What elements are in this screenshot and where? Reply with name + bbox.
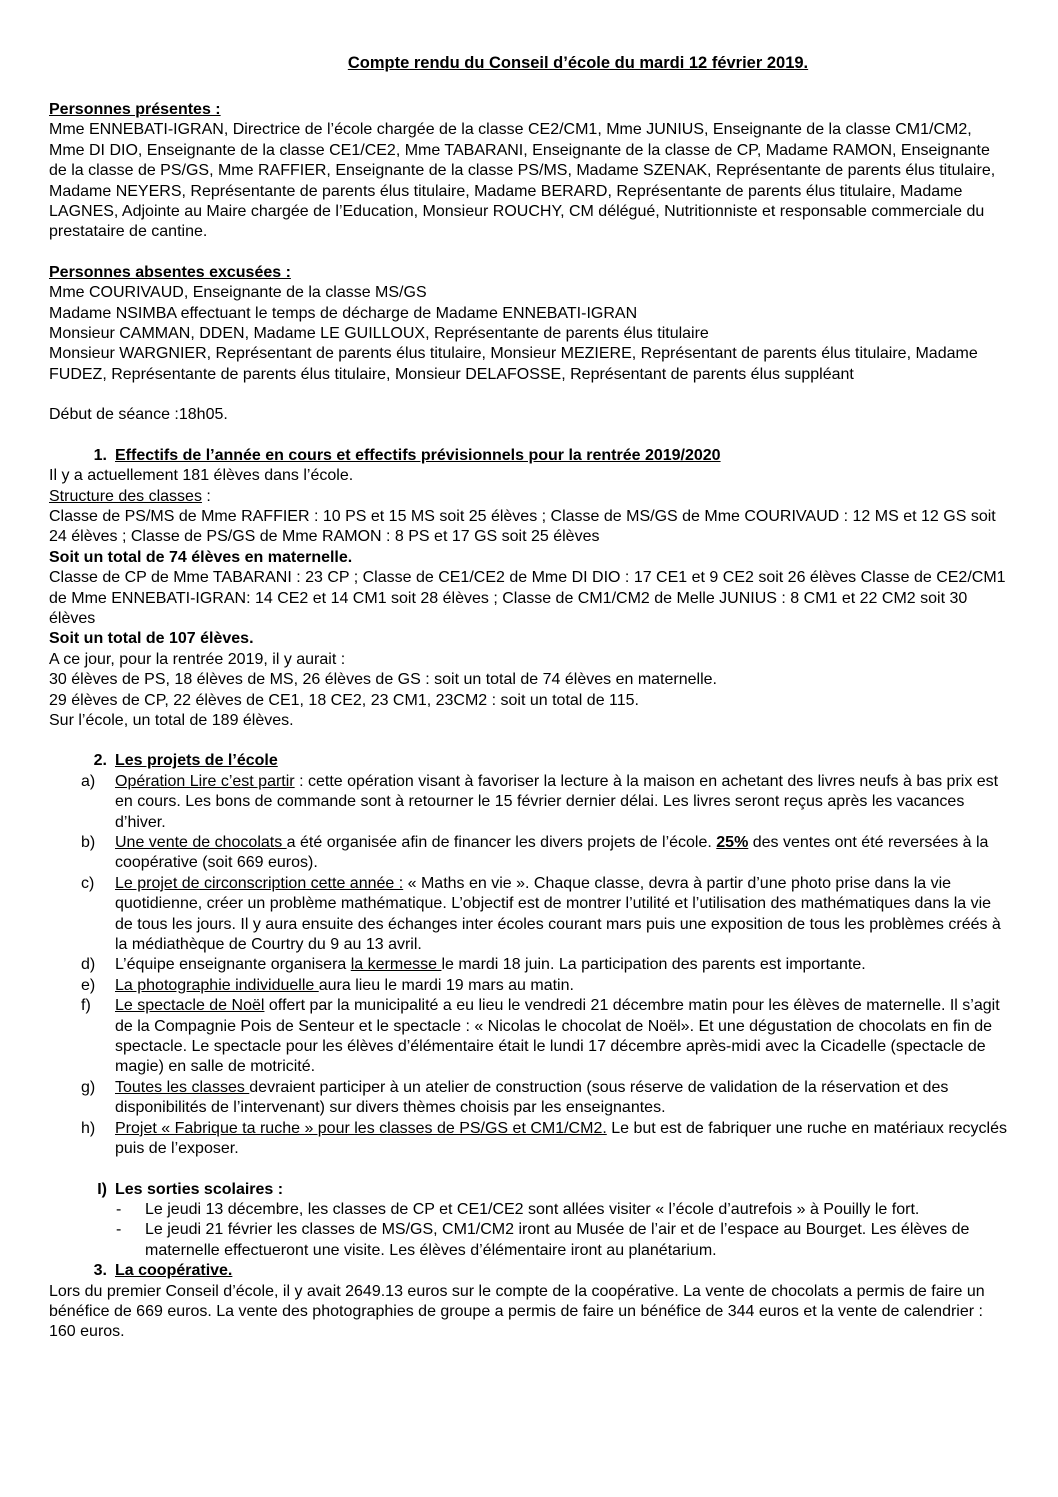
list-item (49, 874, 1011, 956)
maternelle-total: Soit un total de 74 élèves en maternelle. (49, 548, 353, 566)
item-text-2: des ventes ont été reversées à la coopérative (soit 669 euros). (115, 834, 989, 872)
absent-line: Monsieur WARGNIER, Représentant de parents élus titulaire, Monsieur MEZIERE, Représentant de parents élus titulaire, Madame FUDEZ, Représentante de parents élus titulaire, Monsieur DELAFOSSE, Représentant de parents élus suppléant (49, 345, 978, 383)
item-bold: 25% (716, 834, 749, 851)
item-text: offert par la municipalité a eu lieu le vendredi 21 décembre matin pour les élèves de maternelle. Il s’agit de la Compagnie Pois de Senteur et le spectacle : « Nicolas le chocolat de Noël». Et une dégustation de chocolats en fin de spectacle. Le spectacle pour les élèves d’élémentaire était le lundi 17 décembre après-midi avec la Cicadelle (spectacle de magie) en salle de motricité. (115, 997, 1000, 1076)
item-underlined: La photographie individuelle (115, 976, 319, 994)
list-item (49, 976, 1011, 996)
item-underlined: la kermesse (350, 956, 442, 974)
section-title: Effectifs de l’année en cours et effectifs prévisionnels pour la rentrée 2019/2020 (115, 446, 721, 464)
section-title: Les projets de l’école (115, 752, 278, 770)
item-underlined: Le projet de circonscription cette année : (115, 874, 404, 892)
debut-seance: Début de séance :18h05. (49, 406, 228, 424)
sorties-heading (49, 1180, 1011, 1200)
item-underlined: Le spectacle de Noël (115, 997, 265, 1015)
sorties-title: Les sorties scolaires : (115, 1180, 284, 1198)
item-marker: f) (81, 997, 91, 1015)
item-pre: L’équipe enseignante organisera (115, 956, 351, 974)
presents-text: Mme ENNEBATI-IGRAN, Directrice de l’école chargée de la classe CE2/CM1, Mme JUNIUS, Enseignante de la classe CM1/CM2, Mme DI DIO, Enseignante de la classe CE1/CE2, Mme TABARANI, Enseignante de la classe de CP, Madame RAMON, Enseignante de la classe de PS/GS, Mme RAFFIER, Enseignante de la classe PS/MS, Madame SZENAK, Représentante de parents élus titulaire, Madame NEYERS, Représentante de parents élus titulaire, Madame BERARD, Représentante de parents élus titulaire, Madame LAGNES, Adjointe au Maire chargée de l’Education, Monsieur ROUCHY, CM délégué, Nutritionniste et responsable commerciale du prestataire de cantine. (49, 121, 996, 241)
section-number: 3. (93, 1262, 107, 1280)
list-item (49, 833, 1011, 874)
structure-suffix: : (201, 487, 211, 505)
sorties-marker: I) (97, 1180, 107, 1198)
item-underlined: Projet « Fabrique ta ruche » pour les classes de PS/GS et CM1/CM2. (115, 1119, 607, 1137)
list-item (49, 955, 1011, 975)
section-title: La coopérative. (115, 1262, 233, 1280)
previsions-elementaire: 29 élèves de CP, 22 élèves de CE1, 18 CE2, 23 CM1, 23CM2 : soit un total de 115. (49, 691, 639, 709)
item-text: a été organisée afin de financer les divers projets de l’école. (286, 834, 717, 851)
item-text: devraient participer à un atelier de construction (sous réserve de validation de la réservation et des disponibilités de l’intervenant) sur divers thèmes choisis par les enseignantes. (115, 1078, 949, 1117)
item-text: : cette opération visant à favoriser la lecture à la maison en achetant des livres neufs à bas prix est en cours. Les bons de commande sont à retourner le 15 février dernier délai. Les livres seront reçus après les vacances d’hiver. (115, 772, 999, 831)
document-title: Compte rendu du Conseil d’école du mardi 12 février 2019. (347, 54, 809, 72)
dash-marker: - (116, 1221, 122, 1239)
previsions-intro: A ce jour, pour la rentrée 2019, il y aurait : (49, 650, 346, 668)
section-number: 1. (93, 446, 107, 464)
maternelle-classes: Classe de PS/MS de Mme RAFFIER : 10 PS et 15 MS soit 25 élèves ; Classe de MS/GS de Mme COURIVAUD : 12 MS et 12 GS soit 24 élèves ; Classe de PS/GS de Mme RAMON : 8 PS et 17 GS soit 25 élèves (49, 507, 996, 546)
previsions-total: Sur l’école, un total de 189 élèves. (49, 711, 294, 729)
absents-heading: Personnes absentes excusées : (49, 263, 291, 281)
item-marker: b) (81, 834, 96, 851)
item-marker: g) (81, 1078, 96, 1096)
section-1-heading (49, 446, 1011, 466)
section-3-heading (49, 1261, 1011, 1281)
structure-label-line (49, 487, 1011, 507)
elementaire-classes: Classe de CP de Mme TABARANI : 23 CP ; Classe de CE1/CE2 de Mme DI DIO : 17 CE1 et 9 CE2 soit 26 élèves Classe de CE2/CM1 de Mme ENNEBATI-IGRAN: 14 CE2 et 14 CM1 soit 28 élèves ; Classe de CM1/CM2 de Melle JUNIUS : 8 CM1 et 22 CM2 soit 30 élèves (49, 569, 1006, 627)
item-underlined: Toutes les classes (115, 1078, 250, 1096)
item-marker: c) (81, 874, 95, 892)
sortie-text: Le jeudi 21 février les classes de MS/GS, CM1/CM2 iront au Musée de l’air et de l’espace au Bourget. Les élèves de maternelle effectueront une visite. Les élèves d’élémentaire iront au planétarium. (145, 1221, 970, 1259)
item-underlined: Opération Lire c’est partir (115, 772, 295, 790)
list-item (49, 772, 1011, 833)
list-item (49, 1119, 1011, 1160)
item-text: Le but est de fabriquer une ruche en matériaux recyclés puis de l’exposer. (115, 1119, 1008, 1158)
section-2-heading (49, 751, 1011, 771)
item-text: le mardi 18 juin. La participation des parents est importante. (441, 956, 866, 974)
dash-marker: - (116, 1200, 122, 1218)
item-marker: h) (81, 1119, 96, 1137)
absent-line: Madame NSIMBA effectuant le temps de décharge de Madame ENNEBATI-IGRAN (49, 304, 638, 322)
list-item (49, 1220, 1011, 1261)
cooperative-text: Lors du premier Conseil d’école, il y avait 2649.13 euros sur le compte de la coopérative. La vente de chocolats a permis de faire un bénéfice de 669 euros. La vente des photographies de groupe a permis de faire un bénéfice de 344 euros et la vente de calendrier : 160 euros. (49, 1282, 985, 1341)
previsions-maternelle: 30 élèves de PS, 18 élèves de MS, 26 élèves de GS : soit un total de 74 élèves en maternelle. (49, 671, 717, 689)
item-marker: a) (81, 772, 96, 790)
sortie-text: Le jeudi 13 décembre, les classes de CP et CE1/CE2 sont allées visiter « l’école d’autrefois » à Pouilly le fort. (145, 1200, 920, 1218)
list-item (49, 1078, 1011, 1119)
list-item (49, 996, 1011, 1078)
sorties-list (49, 1200, 1011, 1261)
item-text: « Maths en vie ». Chaque classe, devra à partir d’une photo prise dans la vie quotidienne, créer un problème mathématique. L’objectif est de montrer l’utilité et l’utilisation des mathématiques dans la vie de tous les jours. Il y aura ensuite des échanges inter écoles courant mars puis une exposition de tous les problèmes créés à la médiathèque de Courtry du 9 au 13 avril. (115, 874, 1001, 954)
presents-heading: Personnes présentes : (49, 101, 221, 118)
item-marker: e) (81, 976, 96, 994)
item-underlined: Une vente de chocolats (115, 834, 287, 851)
item-marker: d) (81, 956, 96, 974)
document-page (49, 53, 1011, 1343)
elementaire-total: Soit un total de 107 élèves. (49, 630, 254, 648)
structure-label: Structure des classes (49, 487, 202, 505)
section-number: 2. (93, 752, 107, 770)
absent-line: Monsieur CAMMAN, DDEN, Madame LE GUILLOUX, Représentante de parents élus titulaire (49, 325, 709, 343)
item-text: aura lieu le mardi 19 mars au matin. (318, 976, 574, 994)
projets-list (49, 772, 1011, 1160)
effectif-actuel: Il y a actuellement 181 élèves dans l’école. (49, 467, 354, 485)
list-item (49, 1200, 1011, 1220)
absent-line: Mme COURIVAUD, Enseignante de la classe MS/GS (49, 284, 427, 302)
